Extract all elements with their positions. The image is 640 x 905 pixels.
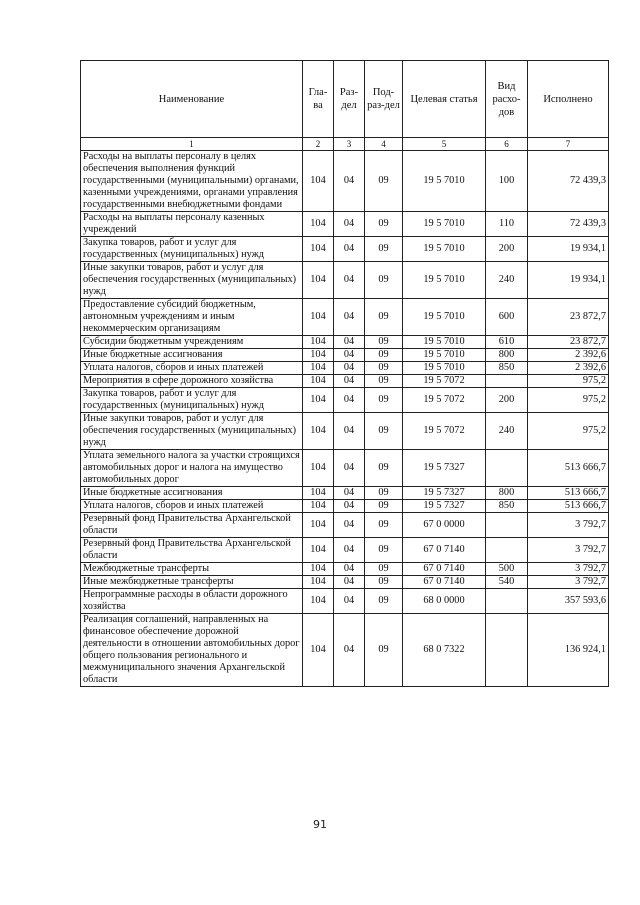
cell-ispolneno: 975,2 xyxy=(528,375,609,388)
table-row xyxy=(81,538,609,563)
table-row xyxy=(81,576,609,589)
cell-name: Иные бюджетные ассигнования xyxy=(81,487,303,500)
cell-glava: 104 xyxy=(303,362,334,375)
cell-statya: 19 5 7010 xyxy=(403,151,486,212)
cell-razdel: 04 xyxy=(334,487,365,500)
cell-vid xyxy=(486,513,528,538)
cell-glava: 104 xyxy=(303,349,334,362)
cell-podrazdel: 09 xyxy=(365,576,403,589)
cell-vid: 240 xyxy=(486,262,528,299)
cell-name: Межбюджетные трансферты xyxy=(81,563,303,576)
cell-razdel: 04 xyxy=(334,151,365,212)
cell-podrazdel: 09 xyxy=(365,336,403,349)
cell-glava: 104 xyxy=(303,299,334,336)
cell-glava: 104 xyxy=(303,589,334,614)
cell-statya: 19 5 7010 xyxy=(403,336,486,349)
cell-razdel: 04 xyxy=(334,576,365,589)
cell-name: Уплата налогов, сборов и иных платежей xyxy=(81,362,303,375)
cell-statya: 19 5 7010 xyxy=(403,349,486,362)
cell-razdel: 04 xyxy=(334,513,365,538)
table-row xyxy=(81,388,609,413)
cell-ispolneno: 19 934,1 xyxy=(528,262,609,299)
cell-statya: 67 0 0000 xyxy=(403,513,486,538)
table-row xyxy=(81,375,609,388)
cell-razdel: 04 xyxy=(334,538,365,563)
cell-podrazdel: 09 xyxy=(365,500,403,513)
cell-glava: 104 xyxy=(303,388,334,413)
header-vid: Вид расхо-дов xyxy=(486,61,528,138)
table-row xyxy=(81,362,609,375)
cell-vid: 800 xyxy=(486,487,528,500)
cell-statya: 67 0 7140 xyxy=(403,576,486,589)
cell-name: Предоставление субсидий бюджетным, автономным учреждениям и иным некоммерческим организациям xyxy=(81,299,303,336)
header-name: Наименование xyxy=(81,61,303,138)
cell-razdel: 04 xyxy=(334,362,365,375)
table-row xyxy=(81,349,609,362)
cell-glava: 104 xyxy=(303,375,334,388)
cell-ispolneno: 975,2 xyxy=(528,388,609,413)
column-number: 1 xyxy=(81,138,303,151)
cell-razdel: 04 xyxy=(334,500,365,513)
column-number: 5 xyxy=(403,138,486,151)
cell-ispolneno: 2 392,6 xyxy=(528,362,609,375)
cell-razdel: 04 xyxy=(334,336,365,349)
cell-statya: 19 5 7010 xyxy=(403,237,486,262)
cell-glava: 104 xyxy=(303,538,334,563)
cell-glava: 104 xyxy=(303,151,334,212)
cell-statya: 67 0 7140 xyxy=(403,538,486,563)
column-number: 7 xyxy=(528,138,609,151)
cell-ispolneno: 975,2 xyxy=(528,413,609,450)
cell-statya: 68 0 0000 xyxy=(403,589,486,614)
cell-ispolneno: 23 872,7 xyxy=(528,299,609,336)
cell-razdel: 04 xyxy=(334,262,365,299)
cell-vid xyxy=(486,614,528,687)
cell-name: Иные закупки товаров, работ и услуг для обеспечения государственных (муниципальных) нужд xyxy=(81,262,303,299)
cell-vid: 200 xyxy=(486,388,528,413)
cell-name: Уплата земельного налога за участки строящихся автомобильных дорог и налога на имущество автомобильных дорог xyxy=(81,450,303,487)
table-row xyxy=(81,500,609,513)
cell-name: Расходы на выплаты персоналу казенных учреждений xyxy=(81,212,303,237)
cell-vid: 200 xyxy=(486,237,528,262)
cell-name: Непрограммные расходы в области дорожного хозяйства xyxy=(81,589,303,614)
header-podrazdel: Под-раз-дел xyxy=(365,61,403,138)
cell-podrazdel: 09 xyxy=(365,538,403,563)
cell-glava: 104 xyxy=(303,237,334,262)
cell-statya: 19 5 7010 xyxy=(403,299,486,336)
cell-ispolneno: 19 934,1 xyxy=(528,237,609,262)
header-statya: Целевая статья xyxy=(403,61,486,138)
cell-ispolneno: 72 439,3 xyxy=(528,151,609,212)
cell-statya: 68 0 7322 xyxy=(403,614,486,687)
cell-podrazdel: 09 xyxy=(365,450,403,487)
cell-podrazdel: 09 xyxy=(365,262,403,299)
table-row xyxy=(81,450,609,487)
cell-name: Реализация соглашений, направленных на финансовое обеспечение дорожной деятельности в отношении автомобильных дорог общего пользования регионального и межмуниципального значения Архангельской области xyxy=(81,614,303,687)
cell-name: Субсидии бюджетным учреждениям xyxy=(81,336,303,349)
cell-ispolneno: 3 792,7 xyxy=(528,563,609,576)
cell-podrazdel: 09 xyxy=(365,237,403,262)
cell-vid xyxy=(486,375,528,388)
cell-glava: 104 xyxy=(303,413,334,450)
cell-razdel: 04 xyxy=(334,349,365,362)
cell-statya: 19 5 7010 xyxy=(403,362,486,375)
cell-vid: 850 xyxy=(486,362,528,375)
cell-vid xyxy=(486,450,528,487)
cell-glava: 104 xyxy=(303,614,334,687)
table-row xyxy=(81,513,609,538)
cell-glava: 104 xyxy=(303,563,334,576)
cell-razdel: 04 xyxy=(334,589,365,614)
cell-podrazdel: 09 xyxy=(365,487,403,500)
cell-name: Иные бюджетные ассигнования xyxy=(81,349,303,362)
cell-glava: 104 xyxy=(303,487,334,500)
cell-razdel: 04 xyxy=(334,375,365,388)
cell-vid: 850 xyxy=(486,500,528,513)
table-row xyxy=(81,237,609,262)
budget-table xyxy=(80,60,609,687)
cell-podrazdel: 09 xyxy=(365,614,403,687)
cell-statya: 19 5 7327 xyxy=(403,500,486,513)
table-body xyxy=(81,151,609,687)
table-row xyxy=(81,336,609,349)
cell-name: Иные закупки товаров, работ и услуг для обеспечения государственных (муниципальных) нужд xyxy=(81,413,303,450)
table-row xyxy=(81,563,609,576)
cell-vid xyxy=(486,589,528,614)
table-row xyxy=(81,299,609,336)
cell-razdel: 04 xyxy=(334,212,365,237)
cell-glava: 104 xyxy=(303,450,334,487)
cell-podrazdel: 09 xyxy=(365,299,403,336)
cell-glava: 104 xyxy=(303,336,334,349)
cell-glava: 104 xyxy=(303,513,334,538)
table-row xyxy=(81,487,609,500)
cell-vid: 110 xyxy=(486,212,528,237)
header-row xyxy=(81,61,609,138)
cell-statya: 19 5 7327 xyxy=(403,487,486,500)
cell-ispolneno: 3 792,7 xyxy=(528,538,609,563)
cell-ispolneno: 2 392,6 xyxy=(528,349,609,362)
cell-ispolneno: 513 666,7 xyxy=(528,450,609,487)
table-row xyxy=(81,262,609,299)
column-number: 3 xyxy=(334,138,365,151)
page-number: 91 xyxy=(313,818,327,831)
cell-ispolneno: 3 792,7 xyxy=(528,576,609,589)
header-glava: Гла-ва xyxy=(303,61,334,138)
cell-podrazdel: 09 xyxy=(365,151,403,212)
cell-name: Закупка товаров, работ и услуг для государственных (муниципальных) нужд xyxy=(81,388,303,413)
cell-razdel: 04 xyxy=(334,237,365,262)
table-row xyxy=(81,151,609,212)
cell-name: Иные межбюджетные трансферты xyxy=(81,576,303,589)
column-number-row xyxy=(81,138,609,151)
cell-statya: 19 5 7327 xyxy=(403,450,486,487)
cell-razdel: 04 xyxy=(334,450,365,487)
cell-vid: 240 xyxy=(486,413,528,450)
cell-podrazdel: 09 xyxy=(365,212,403,237)
cell-statya: 19 5 7072 xyxy=(403,375,486,388)
table-row xyxy=(81,212,609,237)
cell-name: Резервный фонд Правительства Архангельской области xyxy=(81,513,303,538)
cell-vid: 610 xyxy=(486,336,528,349)
cell-name: Уплата налогов, сборов и иных платежей xyxy=(81,500,303,513)
cell-statya: 19 5 7010 xyxy=(403,262,486,299)
cell-podrazdel: 09 xyxy=(365,589,403,614)
cell-vid: 100 xyxy=(486,151,528,212)
header-ispolneno: Исполнено xyxy=(528,61,609,138)
cell-ispolneno: 23 872,7 xyxy=(528,336,609,349)
column-number: 6 xyxy=(486,138,528,151)
table-row xyxy=(81,614,609,687)
cell-glava: 104 xyxy=(303,262,334,299)
cell-name: Резервный фонд Правительства Архангельской области xyxy=(81,538,303,563)
cell-ispolneno: 3 792,7 xyxy=(528,513,609,538)
cell-podrazdel: 09 xyxy=(365,375,403,388)
cell-razdel: 04 xyxy=(334,614,365,687)
cell-name: Мероприятия в сфере дорожного хозяйства xyxy=(81,375,303,388)
cell-podrazdel: 09 xyxy=(365,349,403,362)
cell-glava: 104 xyxy=(303,576,334,589)
cell-glava: 104 xyxy=(303,500,334,513)
table-row xyxy=(81,413,609,450)
cell-vid: 800 xyxy=(486,349,528,362)
column-number: 2 xyxy=(303,138,334,151)
cell-podrazdel: 09 xyxy=(365,563,403,576)
cell-podrazdel: 09 xyxy=(365,362,403,375)
cell-name: Расходы на выплаты персоналу в целях обеспечения выполнения функций государственными (муниципальными) органами, казенными учреждениями, органами управления государственными внебюджетными фондами xyxy=(81,151,303,212)
cell-statya: 67 0 7140 xyxy=(403,563,486,576)
cell-vid: 500 xyxy=(486,563,528,576)
cell-statya: 19 5 7010 xyxy=(403,212,486,237)
column-number: 4 xyxy=(365,138,403,151)
cell-vid: 600 xyxy=(486,299,528,336)
cell-podrazdel: 09 xyxy=(365,388,403,413)
cell-razdel: 04 xyxy=(334,563,365,576)
cell-statya: 19 5 7072 xyxy=(403,388,486,413)
cell-statya: 19 5 7072 xyxy=(403,413,486,450)
cell-ispolneno: 136 924,1 xyxy=(528,614,609,687)
cell-vid xyxy=(486,538,528,563)
cell-ispolneno: 513 666,7 xyxy=(528,487,609,500)
cell-razdel: 04 xyxy=(334,299,365,336)
cell-razdel: 04 xyxy=(334,388,365,413)
cell-ispolneno: 72 439,3 xyxy=(528,212,609,237)
cell-glava: 104 xyxy=(303,212,334,237)
table-row xyxy=(81,589,609,614)
cell-ispolneno: 513 666,7 xyxy=(528,500,609,513)
cell-razdel: 04 xyxy=(334,413,365,450)
cell-ispolneno: 357 593,6 xyxy=(528,589,609,614)
cell-vid: 540 xyxy=(486,576,528,589)
cell-name: Закупка товаров, работ и услуг для государственных (муниципальных) нужд xyxy=(81,237,303,262)
cell-podrazdel: 09 xyxy=(365,513,403,538)
header-razdel: Раз-дел xyxy=(334,61,365,138)
cell-podrazdel: 09 xyxy=(365,413,403,450)
